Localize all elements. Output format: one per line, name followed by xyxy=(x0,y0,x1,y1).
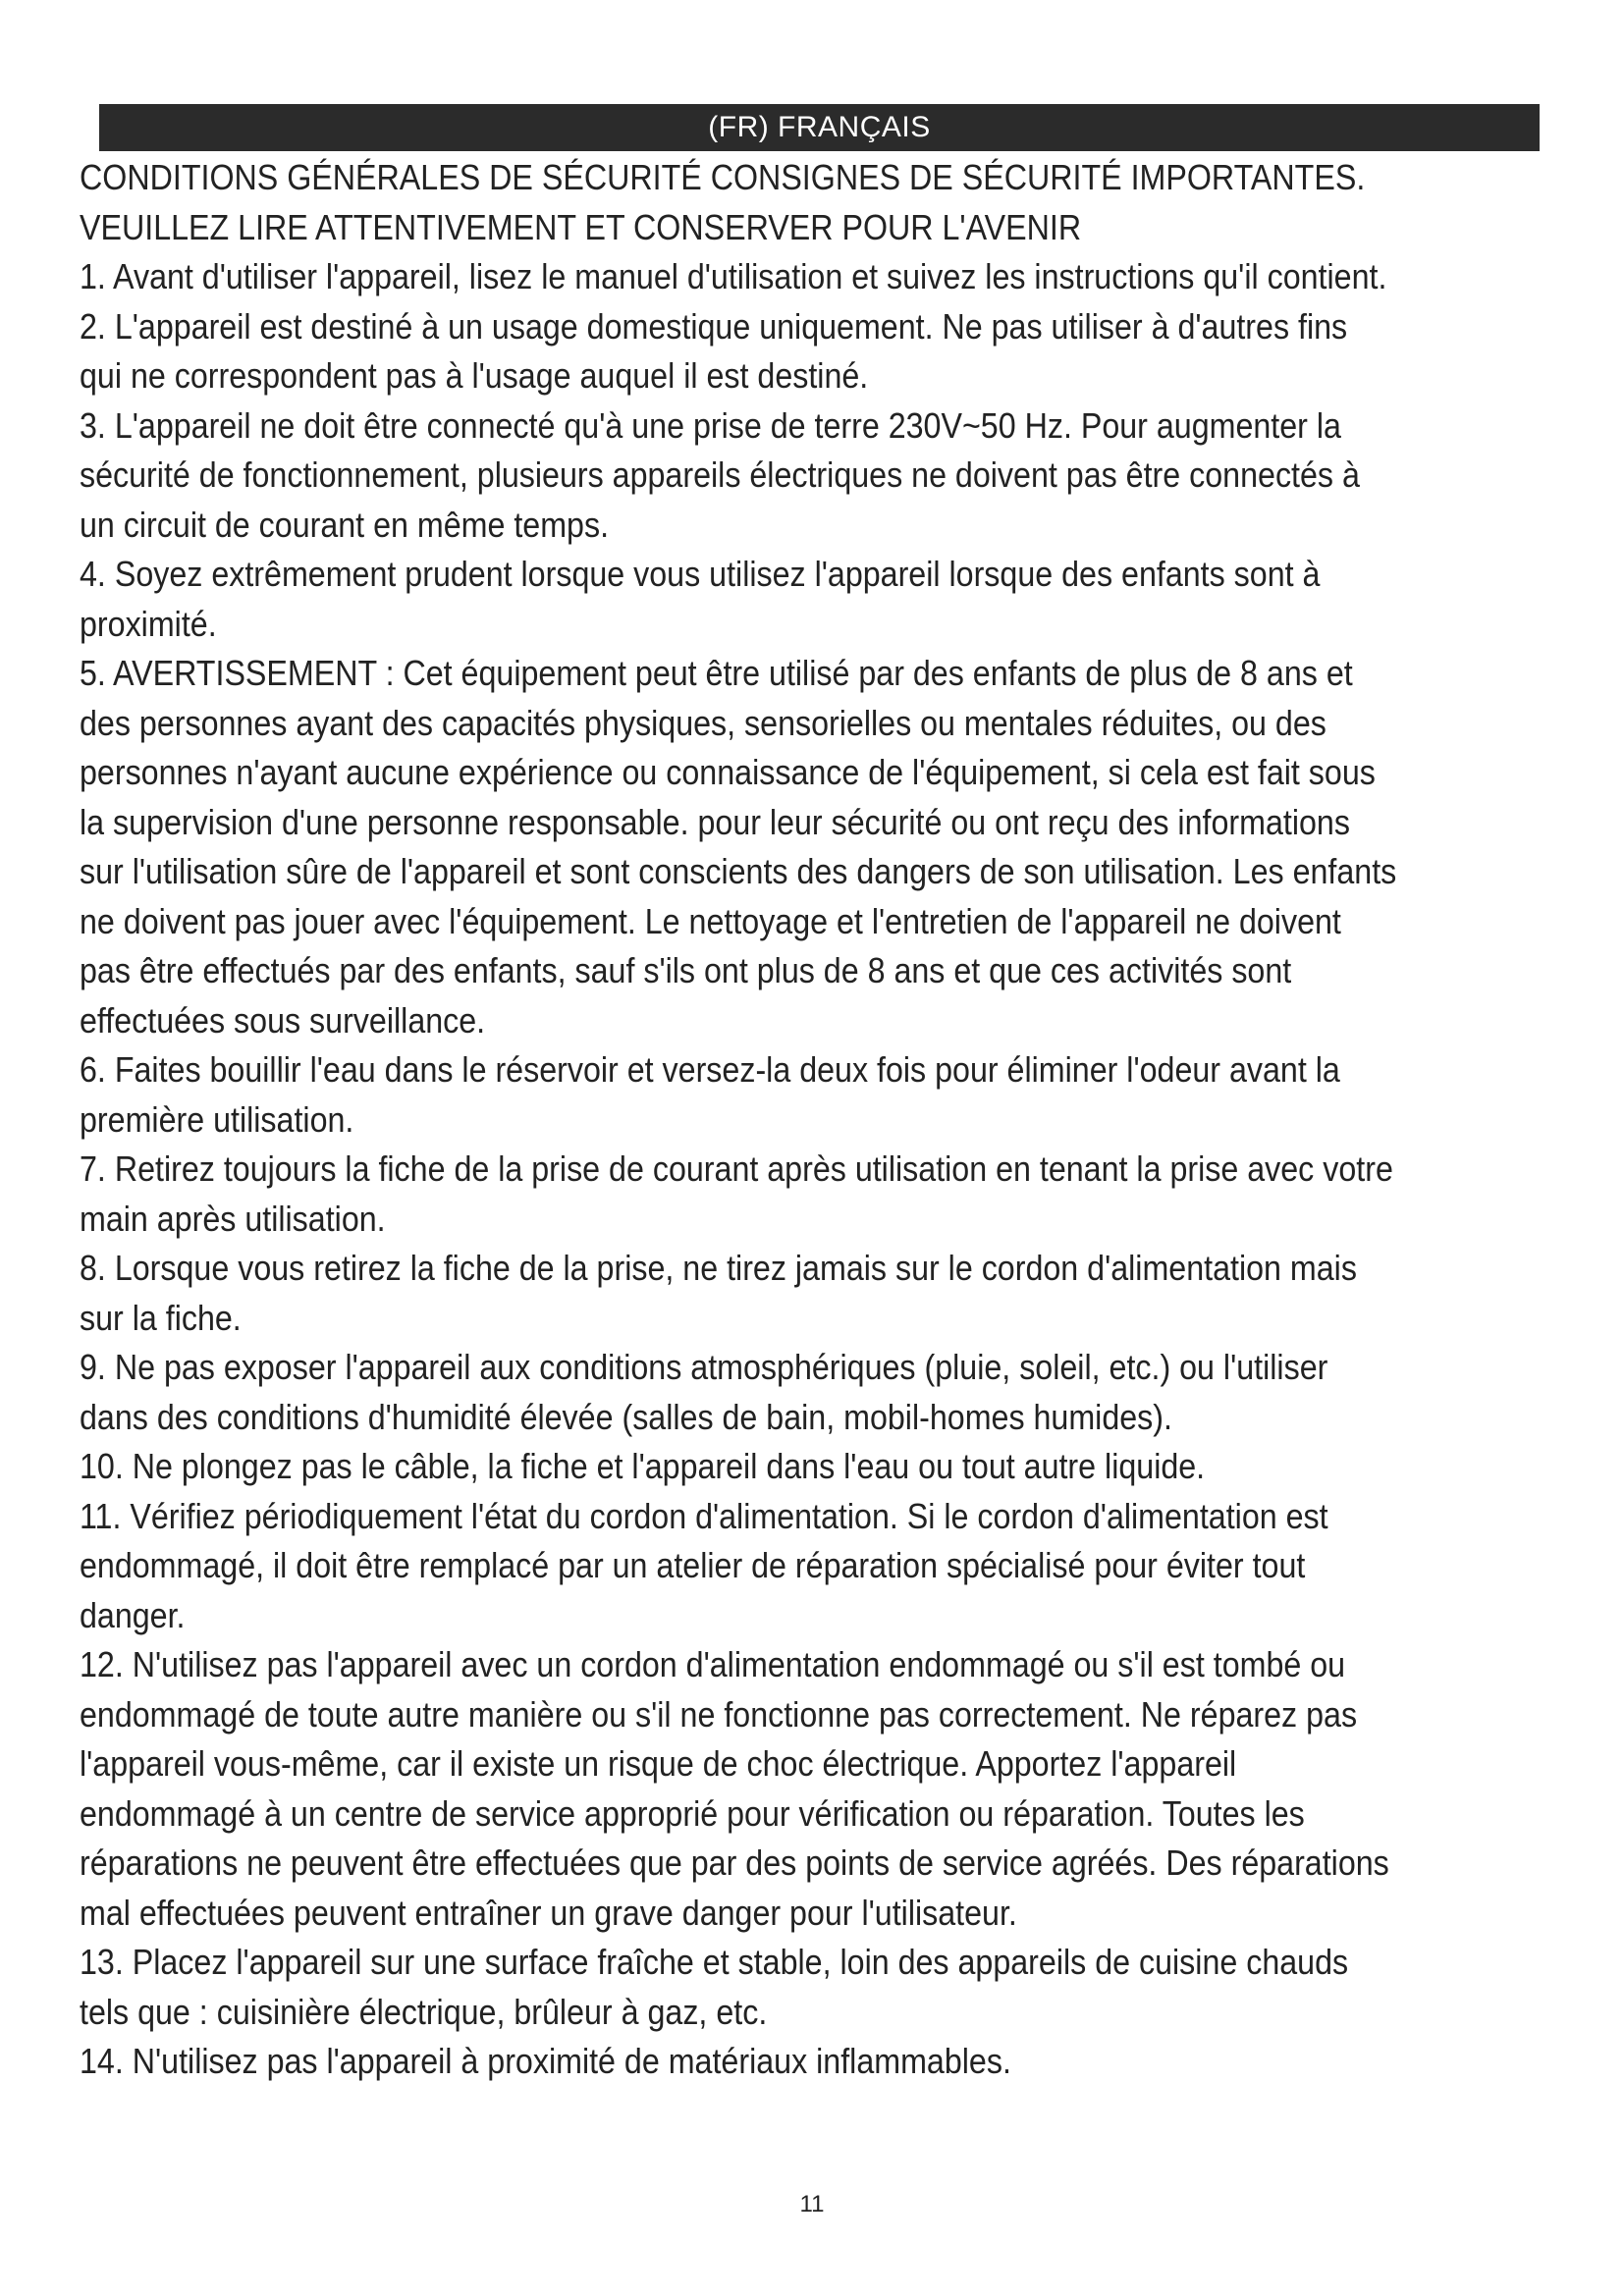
instruction-item-5: 5. AVERTISSEMENT : Cet équipement peut être utilisé par des enfants de plus de 8 ans et des personnes ayant des capacités physiques, sensorielles ou mentales réduites, ou des personnes n'ayant aucune expérience ou connaissance de l'équipement, si cela est fait sous la supervision d'une personne responsable. pour leur sécurité ou ont reçu des informations sur l'utilisation sûre de l'appareil et sont conscients des dangers de son utilisation. Les enfants ne doivent pas jouer avec l'équipement. Le nettoyage et l'entretien de l'appareil ne doivent pas être effectués par des enfants, sauf s'ils ont plus de 8 ans et que ces activités sont effectuées sous surveillance. xyxy=(80,653,1397,1041)
instruction-item-3: 3. L'appareil ne doit être connecté qu'à une prise de terre 230V~50 Hz. Pour augmenter la sécurité de fonctionnement, plusieurs appareils électriques ne doivent pas être connectés à un circuit de courant en même temps. xyxy=(80,404,1360,545)
instruction-item-4: 4. Soyez extrêmement prudent lorsque vous utilisez l'appareil lorsque des enfants sont à proximité. xyxy=(80,554,1321,644)
instruction-item-11: 11. Vérifiez périodiquement l'état du cordon d'alimentation. Si le cordon d'alimentation est endommagé, il doit être remplacé par un atelier de réparation spécialisé pour éviter tout danger. xyxy=(80,1495,1328,1635)
page-number: 11 xyxy=(799,2191,825,2217)
instruction-item-9: 9. Ne pas exposer l'appareil aux conditions atmosphériques (pluie, soleil, etc.) ou l'utiliser dans des conditions d'humidité élevée (salles de bain, mobil-homes humides). xyxy=(80,1347,1328,1437)
instruction-item-7: 7. Retirez toujours la fiche de la prise de courant après utilisation en tenant la prise avec votre main après utilisation. xyxy=(80,1148,1393,1239)
instruction-item-12: 12. N'utilisez pas l'appareil avec un cordon d'alimentation endommagé ou s'il est tombé ou endommagé de toute autre manière ou s'il ne fonctionne pas correctement. Ne réparez pas l'appareil vous-même, car il existe un risque de choc électrique. Apportez l'appareil endommagé à un centre de service approprié pour vérification ou réparation. Toutes les réparations ne peuvent être effectuées que par des points de service agréés. Des réparations mal effectuées peuvent entraîner un grave danger pour l'utilisateur. xyxy=(80,1644,1389,1933)
safety-instructions xyxy=(80,153,1398,2087)
instruction-item-1: 1. Avant d'utiliser l'appareil, lisez le manuel d'utilisation et suivez les instructions qu'il contient. xyxy=(80,256,1387,296)
language-header-bar: (FR) FRANÇAIS xyxy=(99,104,1540,151)
instruction-item-8: 8. Lorsque vous retirez la fiche de la prise, ne tirez jamais sur le cordon d'alimentation mais sur la fiche. xyxy=(80,1248,1357,1338)
instruction-item-6: 6. Faites bouillir l'eau dans le réservoir et versez-la deux fois pour éliminer l'odeur avant la première utilisation. xyxy=(80,1049,1340,1140)
instruction-item-2: 2. L'appareil est destiné à un usage domestique uniquement. Ne pas utiliser à d'autres fins qui ne correspondent pas à l'usage auquel il est destiné. xyxy=(80,305,1348,396)
instruction-item-10: 10. Ne plongez pas le câble, la fiche et l'appareil dans l'eau ou tout autre liquide. xyxy=(80,1446,1206,1486)
instruction-item-14: 14. N'utilisez pas l'appareil à proximité de matériaux inflammables. xyxy=(80,2041,1011,2081)
section-title: CONDITIONS GÉNÉRALES DE SÉCURITÉ CONSIGNES DE SÉCURITÉ IMPORTANTES. VEUILLEZ LIRE ATTENTIVEMENT ET CONSERVER POUR L'AVENIR xyxy=(80,157,1366,247)
instruction-item-13: 13. Placez l'appareil sur une surface fraîche et stable, loin des appareils de cuisine chauds tels que : cuisinière électrique, brûleur à gaz, etc. xyxy=(80,1942,1349,2032)
